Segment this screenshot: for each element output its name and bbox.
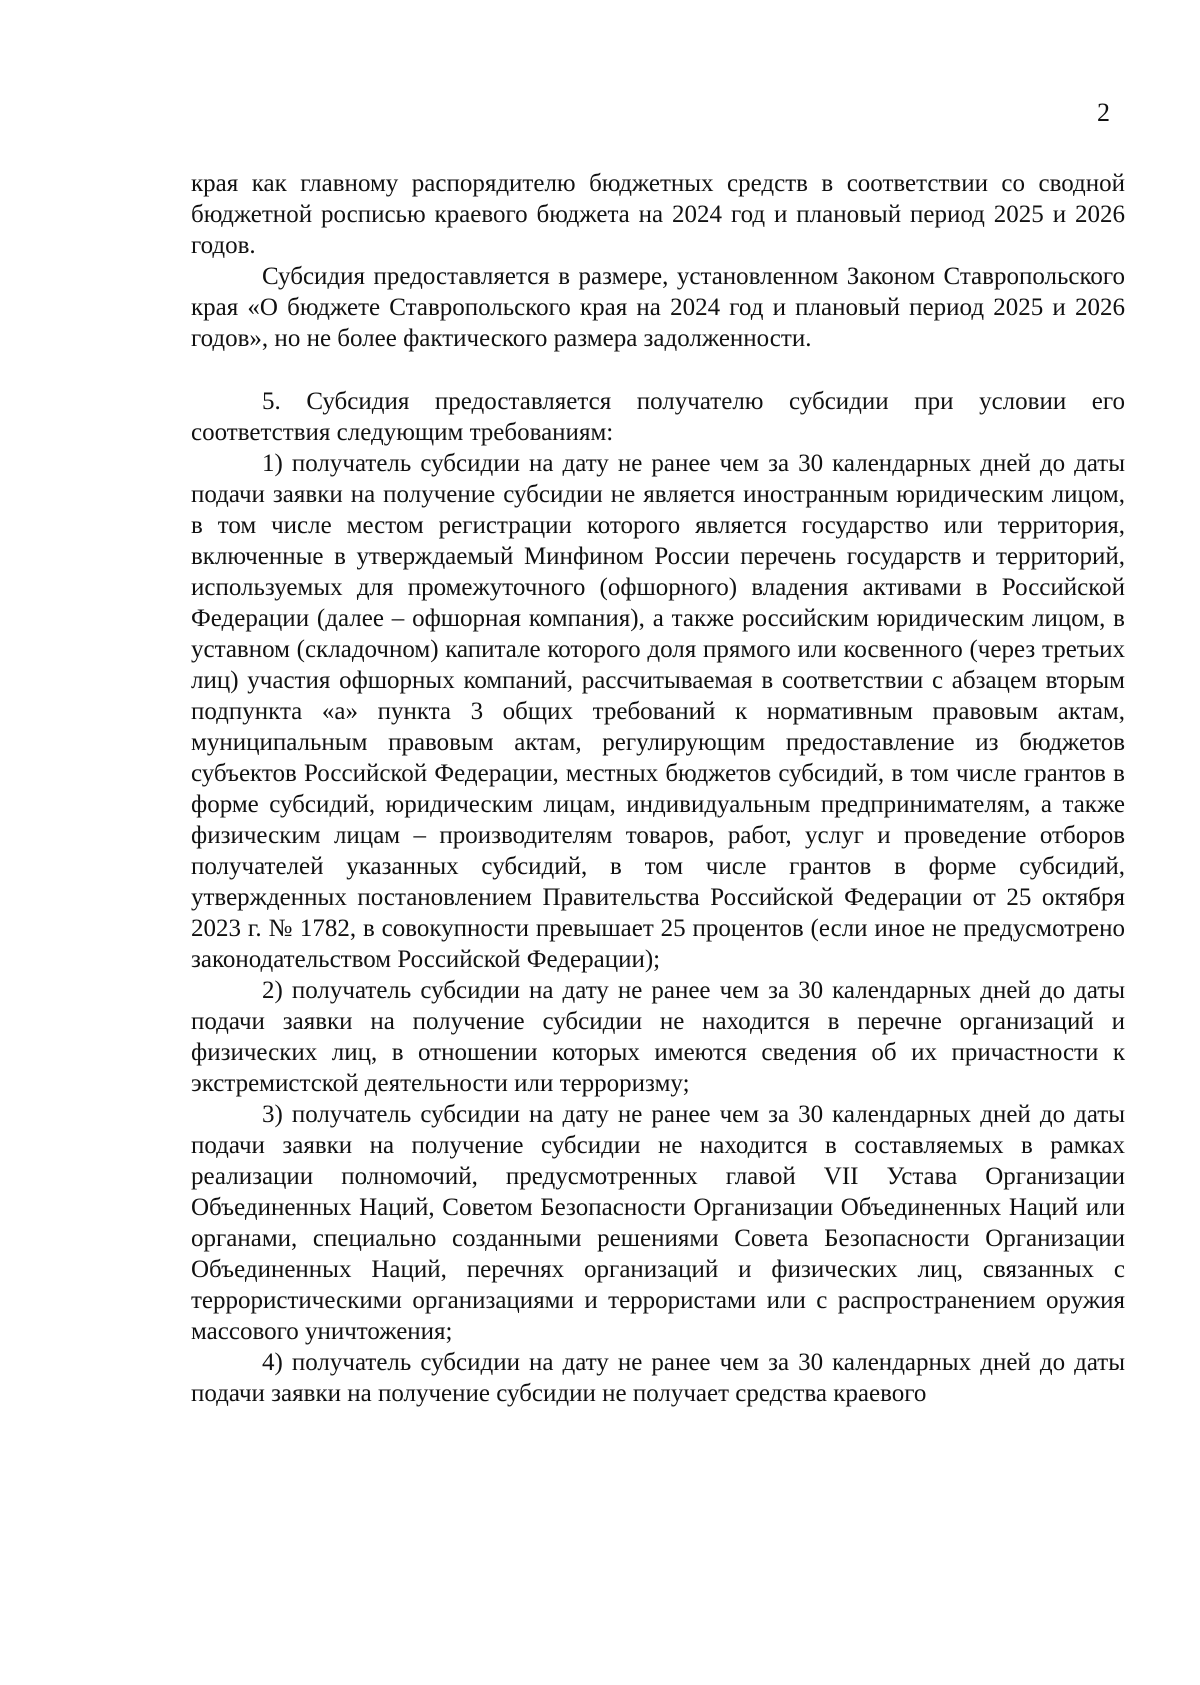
paragraph-continuation: края как главному распорядителю бюджетных средств в соответствии со сводной бюджетной росписью краевого бюджета на 2024 год и плановый период 2025 и 2026 годов. [191, 170, 1125, 259]
paragraph-subsidy-amount: Субсидия предоставляется в размере, установленном Законом Ставропольского края «О бюджете Ставропольского края на 2024 год и плановый период 2025 и 2026 годов», но не более фактического размера задолженности. [191, 263, 1125, 352]
paragraph-requirement-2: 2) получатель субсидии на дату не ранее чем за 30 календарных дней до даты подачи заявки на получение субсидии не находится в перечне организаций и физических лиц, в отношении которых имеются сведения об их причастности к экстремистской деятельности или терроризму; [191, 977, 1125, 1097]
paragraph-requirement-4: 4) получатель субсидии на дату не ранее чем за 30 календарных дней до даты подачи заявки на получение субсидии не получает средства краевого [191, 1349, 1125, 1407]
page-number: 2 [1097, 98, 1110, 127]
document-body [191, 168, 1125, 1409]
paragraph-section-5: 5. Субсидия предоставляется получателю субсидии при условии его соответствия следующим требованиям: [191, 388, 1125, 446]
paragraph-requirement-1: 1) получатель субсидии на дату не ранее чем за 30 календарных дней до даты подачи заявки на получение субсидии не является иностранным юридическим лицом, в том числе местом регистрации которого является государство или территория, включенные в утверждаемый Минфином России перечень государств и территорий, используемых для промежуточного (офшорного) владения активами в Российской Федерации (далее – офшорная компания), а также российским юридическим лицом, в уставном (складочном) капитале которого доля прямого или косвенного (через третьих лиц) участия офшорных компаний, рассчитываемая в соответствии с абзацем вторым подпункта «а» пункта 3 общих требований к нормативным правовым актам, муниципальным правовым актам, регулирующим предоставление из бюджетов субъектов Российской Федерации, местных бюджетов субсидий, в том числе грантов в форме субсидий, юридическим лицам, индивидуальным предпринимателям, а также физическим лицам – производителям товаров, работ, услуг и проведение отборов получателей указанных субсидий, в том числе грантов в форме субсидий, утвержденных постановлением Правительства Российской Федерации от 25 октября 2023 г. № 1782, в совокупности превышает 25 процентов (если иное не предусмотрено законодательством Российской Федерации); [191, 450, 1125, 973]
paragraph-requirement-3: 3) получатель субсидии на дату не ранее чем за 30 календарных дней до даты подачи заявки на получение субсидии не находится в составляемых в рамках реализации полномочий, предусмотренных главой VII Устава Организации Объединенных Наций, Советом Безопасности Организации Объединенных Наций или органами, специально созданными решениями Совета Безопасности Организации Объединенных Наций, перечнях организаций и физических лиц, связанных с террористическими организациями и террористами или с распространением оружия массового уничтожения; [191, 1101, 1125, 1345]
